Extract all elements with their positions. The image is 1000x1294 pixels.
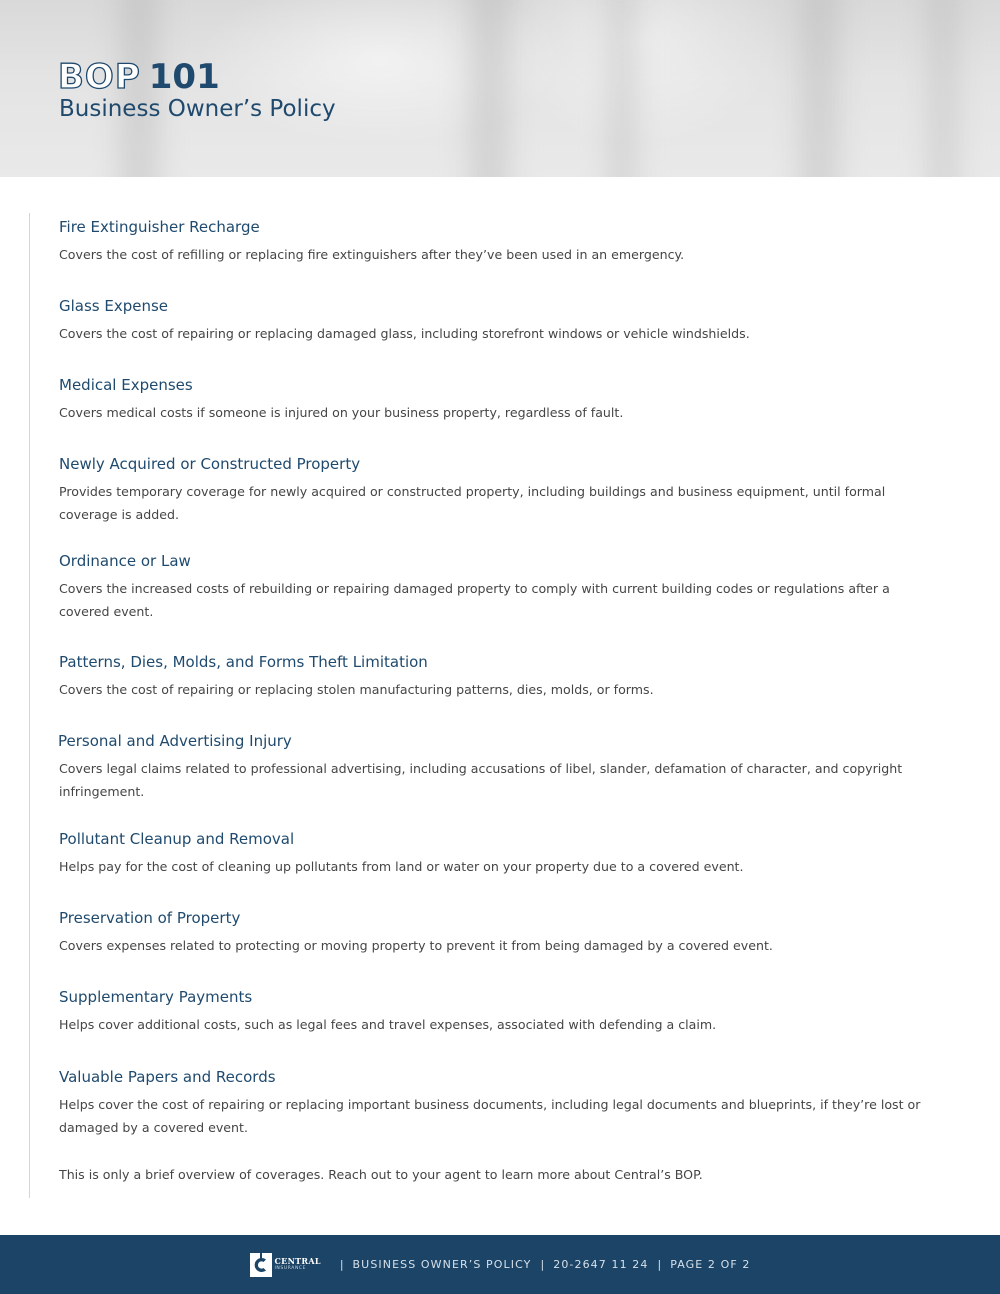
coverage-list: [0, 177, 1000, 1235]
coverage-description: Helps cover the cost of repairing or replacing important business documents, including legal documents and blueprints, if they’re lost or damaged by a covered event.: [59, 1097, 921, 1135]
footer-separator: |: [339, 1258, 344, 1271]
coverage-description: Covers legal claims related to professional advertising, including accusations of libel, slander, defamation of character, and copyright infringement.: [59, 761, 903, 799]
footer-doc-name: BUSINESS OWNER’S POLICY: [352, 1258, 532, 1271]
coverage-title: Valuable Papers and Records: [59, 1068, 276, 1086]
coverage-item: [58, 731, 928, 803]
coverage-title: Medical Expenses: [59, 376, 193, 394]
background-streak: [470, 0, 508, 177]
coverage-title: Personal and Advertising Injury: [58, 732, 292, 750]
coverage-item: [59, 908, 929, 957]
coverage-description: Provides temporary coverage for newly acquired or constructed property, including buildings and business equipment, until formal coverage is added.: [59, 484, 886, 522]
coverage-description: Covers the cost of refilling or replacing fire extinguishers after they’ve been used in an emergency.: [59, 247, 685, 262]
title-outline-word: BOP: [58, 57, 141, 97]
background-streak: [800, 0, 838, 177]
central-c-logo-icon: [250, 1253, 272, 1277]
background-streak: [610, 0, 634, 177]
page-subtitle: Business Owner’s Policy: [59, 96, 336, 122]
logo-name: CENTRAL: [274, 1256, 321, 1267]
coverage-item: [59, 987, 929, 1036]
coverage-description: Covers medical costs if someone is injured on your business property, regardless of fault.: [59, 405, 624, 420]
page-header: [0, 0, 1000, 177]
left-rule: [29, 213, 30, 1198]
coverage-description: Covers expenses related to protecting or moving property to prevent it from being damaged by a covered event.: [59, 938, 773, 953]
footer-form-number: 20-2647 11 24: [553, 1258, 649, 1271]
coverage-item: [59, 829, 929, 878]
footer-separator: |: [540, 1258, 545, 1271]
page-title: [58, 55, 220, 99]
coverage-title: Patterns, Dies, Molds, and Forms Theft Limitation: [59, 653, 428, 671]
coverage-item: [59, 454, 929, 526]
coverage-description: Covers the increased costs of rebuilding or repairing damaged property to comply with current building codes or regulations after a covered event.: [59, 581, 890, 619]
logo-subtitle: INSURANCE: [274, 1266, 307, 1272]
central-logo: [250, 1253, 321, 1277]
coverage-description: Helps pay for the cost of cleaning up pollutants from land or water on your property due to a covered event.: [59, 859, 744, 874]
coverage-item: [59, 375, 929, 424]
background-streak: [930, 0, 956, 177]
coverage-title: Supplementary Payments: [59, 988, 253, 1006]
coverage-title: Preservation of Property: [59, 909, 241, 927]
coverage-title: Glass Expense: [59, 297, 169, 315]
coverage-item: [59, 217, 929, 266]
coverage-description: Covers the cost of repairing or replacing damaged glass, including storefront windows or vehicle windshields.: [59, 326, 750, 341]
coverage-item: [59, 1067, 929, 1139]
title-number: 101: [148, 57, 220, 97]
footer-page-number: PAGE 2 OF 2: [670, 1258, 751, 1271]
coverage-description: Helps cover additional costs, such as legal fees and travel expenses, associated with defending a claim.: [59, 1017, 717, 1032]
coverage-description: Covers the cost of repairing or replacing stolen manufacturing patterns, dies, molds, or forms.: [59, 682, 654, 697]
coverage-title: Ordinance or Law: [59, 552, 191, 570]
overview-note: This is only a brief overview of coverages. Reach out to your agent to learn more about Central’s BOP.: [59, 1167, 703, 1182]
coverage-title: Fire Extinguisher Recharge: [59, 218, 260, 236]
footer-separator: |: [657, 1258, 662, 1271]
coverage-item: [59, 296, 929, 345]
coverage-title: Pollutant Cleanup and Removal: [59, 830, 295, 848]
coverage-title: Newly Acquired or Constructed Property: [59, 455, 361, 473]
page-footer: [0, 1235, 1000, 1294]
coverage-item: [59, 652, 929, 701]
coverage-item: [59, 551, 929, 623]
